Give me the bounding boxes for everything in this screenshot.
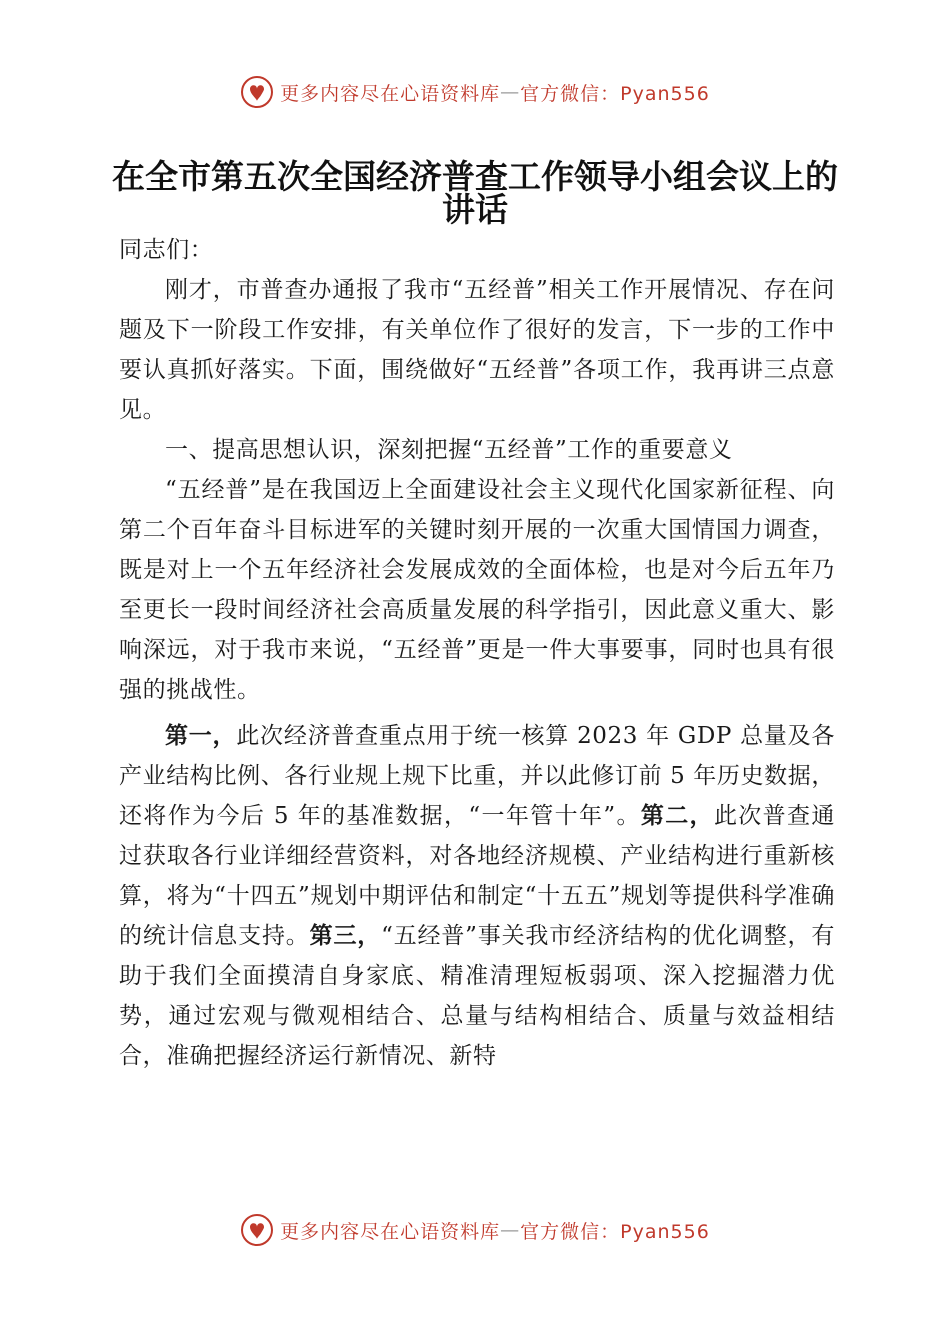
header-watermark-banner: [0, 72, 950, 112]
paragraph-points: [119, 716, 835, 1076]
banner-text: 更多内容尽在心语资料库: [280, 1220, 501, 1243]
point-first-text: 此次经济普查重点用于统一核算 2023 年 GDP 总量及各产业结构比例、各行业规上规下比重，并以此修订前 5 年历史数据，还将作为今后 5 年的基准数据，“一年管十年”。: [119, 723, 835, 829]
pen-heart-logo-icon: [240, 75, 274, 109]
document-title: 在全市第五次全国经济普查工作领导小组会议上的讲话: [112, 157, 838, 229]
banner-text: 更多内容尽在心语资料库: [280, 82, 501, 105]
point-second-label: 第二，: [640, 803, 714, 829]
footer-watermark-banner: [0, 1210, 950, 1250]
pen-heart-logo-icon: [240, 1213, 274, 1247]
section-heading-1: 一、提高思想认识，深刻把握“五经普”工作的重要意义: [165, 437, 733, 463]
banner-separator: —: [500, 1219, 521, 1241]
document-body: [119, 230, 835, 1076]
banner-separator: —: [500, 81, 521, 103]
paragraph-significance: “五经普”是在我国迈上全面建设社会主义现代化国家新征程、向第二个百年奋斗目标进军的关键时刻开展的一次重大国情国力调查，既是对上一个五年经济社会发展成效的全面体检，也是对今后五年乃至更长一段时间经济社会高质量发展的科学指引，因此意义重大、影响深远，对于我市来说，“五经普”更是一件大事要事，同时也具有很强的挑战性。: [119, 477, 835, 703]
banner-wechat: 官方微信：Pyan556: [520, 82, 710, 105]
paragraph-intro: 刚才，市普查办通报了我市“五经普”相关工作开展情况、存在问题及下一阶段工作安排，有关单位作了很好的发言，下一步的工作中要认真抓好落实。下面，围绕做好“五经普”各项工作，我再讲三点意见。: [119, 277, 835, 423]
point-second-text: 此次普查通过获取各行业详细经营资料，对各地经济规模、产业结构进行重新核算，将为“十四五”规划中期评估和制定“十五五”规划等提供科学准确的统计信息支持。: [119, 803, 836, 949]
point-third-label: 第三，: [309, 923, 382, 949]
point-first-label: 第一，: [165, 723, 237, 749]
point-third-text: “五经普”事关我市经济结构的优化调整，有助于我们全面摸清自身家底、精准清理短板弱项、深入挖掘潜力优势，通过宏观与微观相结合、总量与结构相结合、质量与效益相结合，准确把握经济运行新情况、新特: [119, 923, 835, 1069]
salutation: 同志们：: [119, 237, 214, 263]
banner-wechat: 官方微信：Pyan556: [520, 1220, 710, 1243]
